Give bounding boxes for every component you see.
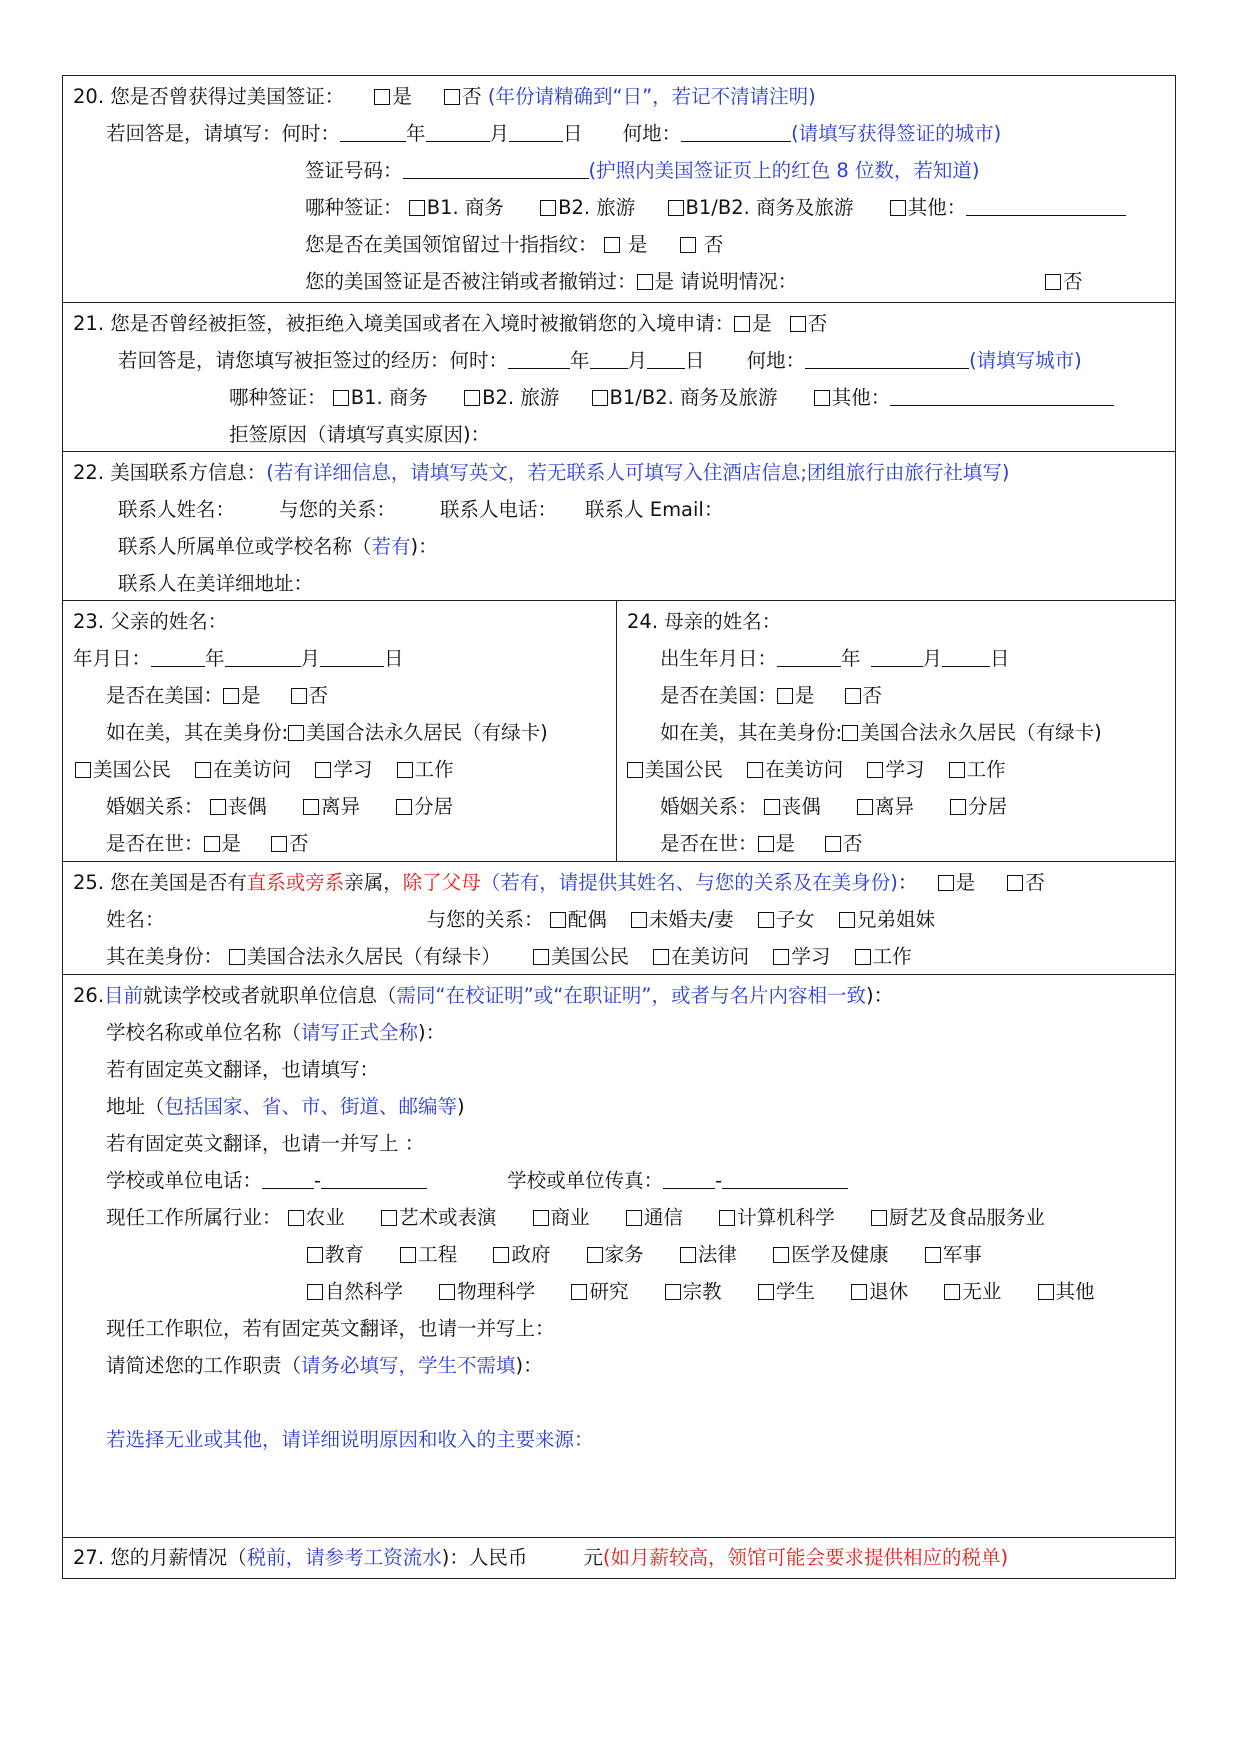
industry-homemaker-label: 家务 bbox=[604, 1243, 644, 1266]
q20-year-field[interactable] bbox=[340, 123, 406, 142]
q21-type-b2-checkbox[interactable] bbox=[464, 390, 480, 406]
q25-sibling-checkbox[interactable] bbox=[839, 912, 855, 928]
section-24-mother bbox=[617, 601, 1175, 861]
industry-physical-science-label: 物理科学 bbox=[457, 1280, 536, 1303]
q23-alive-yes-label: 是 bbox=[221, 832, 242, 855]
q25-status-study-label: 学习 bbox=[791, 945, 831, 968]
industry-student-checkbox[interactable] bbox=[758, 1284, 774, 1300]
q21-year-field[interactable] bbox=[508, 350, 570, 369]
q22-org-end: )： bbox=[410, 535, 438, 558]
q20-type-other-label: 其他： bbox=[907, 196, 967, 219]
q27-tax-warning: (如月薪较高，领馆可能会要求提供相应的税单) bbox=[602, 1546, 1009, 1569]
q23-divorced-label: 离异 bbox=[320, 795, 360, 818]
q21-month-field[interactable] bbox=[590, 350, 628, 369]
q26-position-label: 现任工作职位，若有固定英文翻译，也请一并写上： bbox=[106, 1317, 555, 1340]
q20-cancelled-no-checkbox[interactable] bbox=[1045, 274, 1061, 290]
q22-org-label: 联系人所属单位或学校名称（ bbox=[118, 535, 372, 558]
industry-other-label: 其他 bbox=[1055, 1280, 1095, 1303]
industry-communications-label: 通信 bbox=[643, 1206, 683, 1229]
industry-communications-checkbox[interactable] bbox=[626, 1210, 642, 1226]
q26-phone-number-field[interactable] bbox=[321, 1170, 427, 1189]
q26-school-end: )： bbox=[418, 1021, 446, 1044]
industry-research-label: 研究 bbox=[589, 1280, 629, 1303]
q24-status-work-checkbox[interactable] bbox=[949, 762, 965, 778]
q20-visa-number-field[interactable] bbox=[403, 160, 589, 179]
q20-yes-checkbox[interactable] bbox=[374, 89, 390, 105]
q23-status-work-checkbox[interactable] bbox=[397, 762, 413, 778]
q26-fax-label: 学校或单位传真： bbox=[507, 1169, 664, 1192]
industry-retired-label: 退休 bbox=[869, 1280, 909, 1303]
q20-yes-label: 是 bbox=[392, 85, 412, 108]
q25-yes-checkbox[interactable] bbox=[938, 875, 954, 891]
q24-day-field[interactable] bbox=[942, 648, 990, 667]
q25-status-citizen-label: 美国公民 bbox=[550, 945, 629, 968]
q26-fax-number-field[interactable] bbox=[722, 1170, 848, 1189]
q20-month-label: 月 bbox=[489, 122, 510, 145]
q20-fingerprint-label: 您是否在美国领馆留过十指指纹： bbox=[305, 233, 598, 256]
q26-duties-label: 请简述您的工作职责（ bbox=[106, 1354, 302, 1377]
industry-engineering-label: 工程 bbox=[418, 1243, 458, 1266]
industry-culinary-checkbox[interactable] bbox=[871, 1210, 887, 1226]
q27-currency-label: )：人民币 bbox=[441, 1546, 528, 1569]
q23-widowed-label: 丧偶 bbox=[227, 795, 267, 818]
q21-visa-type-label: 哪种签证： bbox=[229, 386, 327, 409]
industry-natural-science-label: 自然科学 bbox=[325, 1280, 404, 1303]
industry-legal-checkbox[interactable] bbox=[680, 1247, 696, 1263]
q25-status-pr-label: 美国合法永久居民（有绿卡） bbox=[247, 945, 501, 968]
section-26-school-or-employer: 26.目前就读学校或者就职单位信息（需同“在校证明”或“在职证明”，或者与名片内容相一致)： 学校名称或单位名称（请写正式全称)： 若有固定英文翻译，也请填写： 地址（包括国家、省、市、街道、邮编等) 若有固定英文翻译，也请一并写上 ： 学校或单位电话： - 学校或单位传真： - 现任工作所属行业： 农业 艺术或表演 商业 通信 计算机科学 厨艺及食品服务业 教育 工程 政府 家务 法律 医学及健康 军事 自然科学 物理科学 研究 宗教 学生 退休 无业 其他 现任工作职位，若有固定英文翻译，也请一并写上： 请简述您的工作职责（请务必填写，学生不需填)： 若选择无业或其他，请详细说明原因和收入的主要来源： bbox=[63, 974, 1175, 1537]
q21-day-label: 日 bbox=[685, 349, 705, 372]
section-22-us-contact bbox=[63, 451, 1175, 600]
q21-where-note: (请填写城市) bbox=[969, 349, 1082, 372]
q22-email-label: 联系人 Email： bbox=[585, 498, 724, 521]
q20-cancelled-label: 您的美国签证是否被注销或者撤销过： bbox=[305, 270, 637, 293]
q21-type-b1b2-label: B1/B2. 商务及旅游 bbox=[609, 386, 778, 409]
q23-separated-label: 分居 bbox=[414, 795, 454, 818]
q24-in-us-yes-checkbox[interactable] bbox=[777, 688, 793, 704]
q27-note: 税前，请参考工资流水 bbox=[246, 1546, 442, 1569]
q21-no-label: 否 bbox=[807, 312, 828, 335]
q22-title: 22. 美国联系方信息： bbox=[73, 461, 267, 484]
q21-yes-checkbox[interactable] bbox=[734, 316, 750, 332]
q23-status-pr-checkbox[interactable] bbox=[288, 725, 304, 741]
q20-type-other-field[interactable] bbox=[966, 197, 1126, 216]
q25-child-label: 子女 bbox=[775, 908, 815, 931]
section-21-refusal-history bbox=[63, 302, 1175, 451]
q23-status-study-checkbox[interactable] bbox=[315, 762, 331, 778]
industry-religion-checkbox[interactable] bbox=[665, 1284, 681, 1300]
q22-contact-name-label: 联系人姓名： bbox=[118, 498, 236, 521]
q22-note: (若有详细信息，请填写英文，若无联系人可填写入住酒店信息;团组旅行由旅行社填写) bbox=[266, 461, 1010, 484]
q23-status-work-label: 工作 bbox=[414, 758, 454, 781]
q23-alive-no-label: 否 bbox=[289, 832, 309, 855]
section-23-father bbox=[63, 601, 617, 861]
q20-type-b1b2-label: B1/B2. 商务及旅游 bbox=[685, 196, 854, 219]
q20-where-note: (请填写获得签证的城市) bbox=[791, 122, 1002, 145]
industry-government-label: 政府 bbox=[511, 1243, 551, 1266]
industry-agriculture-label: 农业 bbox=[305, 1206, 345, 1229]
q24-status-visit-label: 在美访问 bbox=[765, 758, 844, 781]
q20-fingerprint-no-label: 否 bbox=[697, 233, 724, 256]
industry-arts-checkbox[interactable] bbox=[381, 1210, 397, 1226]
section-25-relatives-in-us bbox=[63, 861, 1175, 974]
industry-natural-science-checkbox[interactable] bbox=[307, 1284, 323, 1300]
industry-unemployed-label: 无业 bbox=[962, 1280, 1002, 1303]
industry-student-label: 学生 bbox=[775, 1280, 815, 1303]
q26-title-part-2: 就读学校或者就职单位信息（ bbox=[143, 984, 397, 1007]
q23-status-citizen-label: 美国公民 bbox=[93, 758, 172, 781]
q20-fingerprint-no-checkbox[interactable] bbox=[680, 237, 696, 253]
q20-no-checkbox[interactable] bbox=[444, 89, 460, 105]
industry-military-label: 军事 bbox=[942, 1243, 982, 1266]
q24-dob-label: 出生年月日： bbox=[660, 647, 778, 670]
q23-status-pr-label: 美国合法永久居民（有绿卡) bbox=[306, 721, 548, 744]
q25-status-citizen-checkbox[interactable] bbox=[533, 949, 549, 965]
q25-status-visit-checkbox[interactable] bbox=[653, 949, 669, 965]
q21-where-field[interactable] bbox=[805, 350, 969, 369]
industry-engineering-checkbox[interactable] bbox=[400, 1247, 416, 1263]
q23-in-us-yes-checkbox[interactable] bbox=[223, 688, 239, 704]
q23-month-label: 月 bbox=[300, 647, 321, 670]
q26-school-label: 学校名称或单位名称（ bbox=[106, 1021, 302, 1044]
q24-alive-yes-checkbox[interactable] bbox=[758, 836, 774, 852]
q23-title: 23. 父亲的姓名： bbox=[73, 610, 228, 633]
industry-religion-label: 宗教 bbox=[682, 1280, 722, 1303]
q24-year-field[interactable] bbox=[777, 648, 841, 667]
q21-type-b1b2-checkbox[interactable] bbox=[592, 390, 608, 406]
industry-computer-science-checkbox[interactable] bbox=[719, 1210, 735, 1226]
q22-address-label: 联系人在美详细地址： bbox=[118, 572, 314, 595]
q20-type-b1-label: B1. 商务 bbox=[426, 196, 504, 219]
q23-marital-label: 婚姻关系： bbox=[106, 795, 204, 818]
q26-school-note: 请写正式全称 bbox=[301, 1021, 419, 1044]
q24-day-label: 日 bbox=[990, 647, 1010, 670]
q24-widowed-checkbox[interactable] bbox=[764, 799, 780, 815]
industry-other-checkbox[interactable] bbox=[1038, 1284, 1054, 1300]
section-20-us-visa-history bbox=[63, 76, 1175, 302]
q25-child-checkbox[interactable] bbox=[758, 912, 774, 928]
q24-month-field[interactable] bbox=[871, 648, 923, 667]
q26-english2-label: 若有固定英文翻译，也请一并写上 ： bbox=[106, 1132, 425, 1155]
industry-culinary-label: 厨艺及食品服务业 bbox=[888, 1206, 1045, 1229]
industry-computer-science-label: 计算机科学 bbox=[737, 1206, 835, 1229]
q23-in-us-no-checkbox[interactable] bbox=[291, 688, 307, 704]
q26-title-emphasis: 目前 bbox=[104, 984, 144, 1007]
q23-widowed-checkbox[interactable] bbox=[210, 799, 226, 815]
q23-status-study-label: 学习 bbox=[333, 758, 373, 781]
q20-where-label: 何地： bbox=[622, 122, 682, 145]
q21-title: 21. 您是否曾经被拒签，被拒绝入境美国或者在入境时被撤销您的入境申请： bbox=[73, 312, 735, 335]
q24-month-label: 月 bbox=[922, 647, 943, 670]
q25-no-checkbox[interactable] bbox=[1007, 875, 1023, 891]
q21-no-checkbox[interactable] bbox=[790, 316, 806, 332]
q26-unemployed-note: 若选择无业或其他，请详细说明原因和收入的主要来源： bbox=[106, 1428, 594, 1451]
q24-status-study-label: 学习 bbox=[885, 758, 925, 781]
q24-widowed-label: 丧偶 bbox=[781, 795, 821, 818]
q26-english-label: 若有固定英文翻译，也请填写： bbox=[106, 1058, 380, 1081]
q20-if-yes-label: 若回答是，请填写：何时： bbox=[106, 122, 341, 145]
industry-agriculture-checkbox[interactable] bbox=[288, 1210, 304, 1226]
q23-year-field[interactable] bbox=[151, 648, 205, 667]
q26-note: 需同“在校证明”或“在职证明”，或者与名片内容相一致 bbox=[396, 984, 866, 1007]
industry-business-checkbox[interactable] bbox=[533, 1210, 549, 1226]
q26-duties-note: 请务必填写，学生不需填 bbox=[301, 1354, 516, 1377]
industry-homemaker-checkbox[interactable] bbox=[587, 1247, 603, 1263]
q24-in-us-yes-label: 是 bbox=[795, 684, 815, 707]
q24-status-study-checkbox[interactable] bbox=[867, 762, 883, 778]
q25-no-label: 否 bbox=[1025, 871, 1045, 894]
q23-day-label: 日 bbox=[384, 647, 404, 670]
q27-unit-label: 元 bbox=[583, 1546, 603, 1569]
q23-status-label: 如在美，其在美身份: bbox=[106, 721, 289, 744]
q24-in-us-no-label: 否 bbox=[862, 684, 883, 707]
q24-divorced-checkbox[interactable] bbox=[857, 799, 873, 815]
industry-legal-label: 法律 bbox=[697, 1243, 737, 1266]
industry-education-checkbox[interactable] bbox=[307, 1247, 323, 1263]
q20-type-b1-checkbox[interactable] bbox=[409, 200, 425, 216]
q23-in-us-label: 是否在美国： bbox=[106, 684, 224, 707]
q25-status-pr-checkbox[interactable] bbox=[229, 949, 245, 965]
q24-alive-no-label: 否 bbox=[843, 832, 863, 855]
q25-spouse-checkbox[interactable] bbox=[550, 912, 566, 928]
q25-status-visit-label: 在美访问 bbox=[671, 945, 750, 968]
q20-day-field[interactable] bbox=[509, 123, 563, 142]
q20-title: 20. 您是否曾获得过美国签证： bbox=[73, 85, 345, 108]
q23-year-label: 年 bbox=[205, 647, 225, 670]
industry-government-checkbox[interactable] bbox=[493, 1247, 509, 1263]
industry-physical-science-checkbox[interactable] bbox=[439, 1284, 455, 1300]
q23-month-field[interactable] bbox=[225, 648, 301, 667]
q20-month-field[interactable] bbox=[426, 123, 490, 142]
visa-form-table bbox=[62, 75, 1176, 1579]
q20-visa-number-note: (护照内美国签证页上的红色 8 位数，若知道) bbox=[588, 159, 980, 182]
q21-if-yes-label: 若回答是，请您填写被拒签过的经历：何时： bbox=[118, 349, 509, 372]
q20-type-other-checkbox[interactable] bbox=[890, 200, 906, 216]
q23-status-visit-label: 在美访问 bbox=[213, 758, 292, 781]
q24-status-citizen-label: 美国公民 bbox=[645, 758, 724, 781]
q21-day-field[interactable] bbox=[647, 350, 685, 369]
q22-phone-label: 联系人电话： bbox=[440, 498, 558, 521]
q23-dob-label: 年月日： bbox=[73, 647, 152, 670]
q24-year-label: 年 bbox=[841, 647, 861, 670]
q24-separated-checkbox[interactable] bbox=[950, 799, 966, 815]
q23-status-visit-checkbox[interactable] bbox=[195, 762, 211, 778]
q20-day-label: 日 bbox=[563, 122, 583, 145]
q20-note: (年份请精确到“日”，若记不清请注明) bbox=[487, 85, 816, 108]
q23-in-us-yes-label: 是 bbox=[241, 684, 261, 707]
q25-title-emphasis-1: 直系或旁系 bbox=[246, 871, 345, 894]
section-27-monthly-salary bbox=[63, 1537, 1175, 1578]
q24-marital-label: 婚姻关系： bbox=[660, 795, 758, 818]
q21-type-other-label: 其他： bbox=[831, 386, 891, 409]
industry-medical-checkbox[interactable] bbox=[773, 1247, 789, 1263]
q26-duties-end: )： bbox=[515, 1354, 543, 1377]
q26-phone-label: 学校或单位电话： bbox=[106, 1169, 263, 1192]
q23-day-field[interactable] bbox=[320, 648, 384, 667]
q26-title: 26. bbox=[73, 984, 105, 1007]
q26-industry-label: 现任工作所属行业： bbox=[106, 1206, 282, 1229]
q20-where-field[interactable] bbox=[681, 123, 791, 142]
q25-status-work-label: 工作 bbox=[872, 945, 912, 968]
q26-address-label: 地址（ bbox=[106, 1095, 165, 1118]
q24-status-work-label: 工作 bbox=[966, 758, 1006, 781]
q21-type-other-checkbox[interactable] bbox=[814, 390, 830, 406]
q20-fingerprint-yes-label: 是 bbox=[621, 233, 648, 256]
q21-month-label: 月 bbox=[627, 349, 648, 372]
q25-sibling-label: 兄弟姐妹 bbox=[856, 908, 935, 931]
q25-title: 25. 您在美国是否有 bbox=[73, 871, 247, 894]
q24-status-pr-checkbox[interactable] bbox=[842, 725, 858, 741]
q25-title-part-2: 亲属， bbox=[344, 871, 403, 894]
q24-title: 24. 母亲的姓名： bbox=[627, 610, 782, 633]
q21-yes-label: 是 bbox=[752, 312, 772, 335]
q22-relation-label: 与您的关系： bbox=[279, 498, 397, 521]
q20-cancelled-yes-checkbox[interactable] bbox=[637, 274, 653, 290]
q26-phone-area-field[interactable] bbox=[262, 1170, 314, 1189]
q25-title-end: ： bbox=[897, 871, 918, 894]
q24-in-us-label: 是否在美国： bbox=[660, 684, 778, 707]
industry-arts-label: 艺术或表演 bbox=[398, 1206, 497, 1229]
industry-unemployed-checkbox[interactable] bbox=[944, 1284, 960, 1300]
industry-retired-checkbox[interactable] bbox=[851, 1284, 867, 1300]
q24-separated-label: 分居 bbox=[968, 795, 1008, 818]
q25-fiance-checkbox[interactable] bbox=[631, 912, 647, 928]
q21-where-label: 何地： bbox=[746, 349, 806, 372]
industry-education-label: 教育 bbox=[325, 1243, 365, 1266]
q20-type-b2-label: B2. 旅游 bbox=[558, 196, 636, 219]
q22-org-note: 若有 bbox=[371, 535, 411, 558]
q20-visa-type-label: 哪种签证： bbox=[305, 196, 403, 219]
q24-alive-no-checkbox[interactable] bbox=[825, 836, 841, 852]
q23-alive-no-checkbox[interactable] bbox=[271, 836, 287, 852]
q23-in-us-no-label: 否 bbox=[308, 684, 329, 707]
q25-status-study-checkbox[interactable] bbox=[773, 949, 789, 965]
q24-alive-label: 是否在世： bbox=[660, 832, 758, 855]
q25-note: （若有，请提供其姓名、与您的关系及在美身份) bbox=[480, 871, 898, 894]
q21-year-label: 年 bbox=[570, 349, 590, 372]
industry-military-checkbox[interactable] bbox=[925, 1247, 941, 1263]
q25-status-work-checkbox[interactable] bbox=[855, 949, 871, 965]
q20-type-b1b2-checkbox[interactable] bbox=[668, 200, 684, 216]
q24-status-pr-label: 美国合法永久居民（有绿卡) bbox=[860, 721, 1102, 744]
q20-no-label: 否 bbox=[462, 85, 482, 108]
q20-fingerprint-yes-checkbox[interactable] bbox=[604, 237, 620, 253]
q20-visa-number-label: 签证号码： bbox=[305, 159, 403, 182]
q21-type-b1-label: B1. 商务 bbox=[350, 386, 428, 409]
q27-title: 27. 您的月薪情况（ bbox=[73, 1546, 247, 1569]
q20-year-label: 年 bbox=[406, 122, 426, 145]
q21-type-b1-checkbox[interactable] bbox=[333, 390, 349, 406]
industry-research-checkbox[interactable] bbox=[571, 1284, 587, 1300]
q20-cancelled-no-label: 否 bbox=[1063, 270, 1083, 293]
q20-type-b2-checkbox[interactable] bbox=[540, 200, 556, 216]
q26-fax-area-field[interactable] bbox=[663, 1170, 715, 1189]
q25-spouse-label: 配偶 bbox=[567, 908, 607, 931]
q21-type-other-field[interactable] bbox=[890, 387, 1114, 406]
q23-alive-label: 是否在世： bbox=[106, 832, 204, 855]
q25-yes-label: 是 bbox=[955, 871, 976, 894]
q23-alive-yes-checkbox[interactable] bbox=[204, 836, 220, 852]
q24-status-visit-checkbox[interactable] bbox=[747, 762, 763, 778]
q23-separated-checkbox[interactable] bbox=[396, 799, 412, 815]
industry-medical-label: 医学及健康 bbox=[791, 1243, 889, 1266]
q24-status-citizen-checkbox[interactable] bbox=[627, 762, 643, 778]
section-23-24-parents bbox=[63, 600, 1175, 861]
q25-fiance-label: 未婚夫/妻 bbox=[648, 908, 734, 931]
q21-type-b2-label: B2. 旅游 bbox=[482, 386, 560, 409]
q23-status-citizen-checkbox[interactable] bbox=[75, 762, 91, 778]
q21-reason-label: 拒签原因（请填写真实原因)： bbox=[229, 423, 491, 446]
q24-divorced-label: 离异 bbox=[874, 795, 914, 818]
q24-in-us-no-checkbox[interactable] bbox=[845, 688, 861, 704]
q25-status-label: 其在美身份： bbox=[106, 945, 224, 968]
q26-address-end: ) bbox=[457, 1095, 465, 1118]
q20-cancelled-yes-label: 是 请说明情况： bbox=[654, 270, 798, 293]
q24-status-label: 如在美，其在美身份: bbox=[660, 721, 843, 744]
q26-title-end: )： bbox=[865, 984, 894, 1007]
q23-divorced-checkbox[interactable] bbox=[303, 799, 319, 815]
q25-title-emphasis-2: 除了父母 bbox=[402, 871, 481, 894]
q24-alive-yes-label: 是 bbox=[775, 832, 796, 855]
industry-business-label: 商业 bbox=[550, 1206, 590, 1229]
q26-address-note: 包括国家、省、市、街道、邮编等 bbox=[164, 1095, 458, 1118]
q25-name-label: 姓名： bbox=[106, 908, 165, 931]
q25-relation-label: 与您的关系： bbox=[426, 908, 544, 931]
